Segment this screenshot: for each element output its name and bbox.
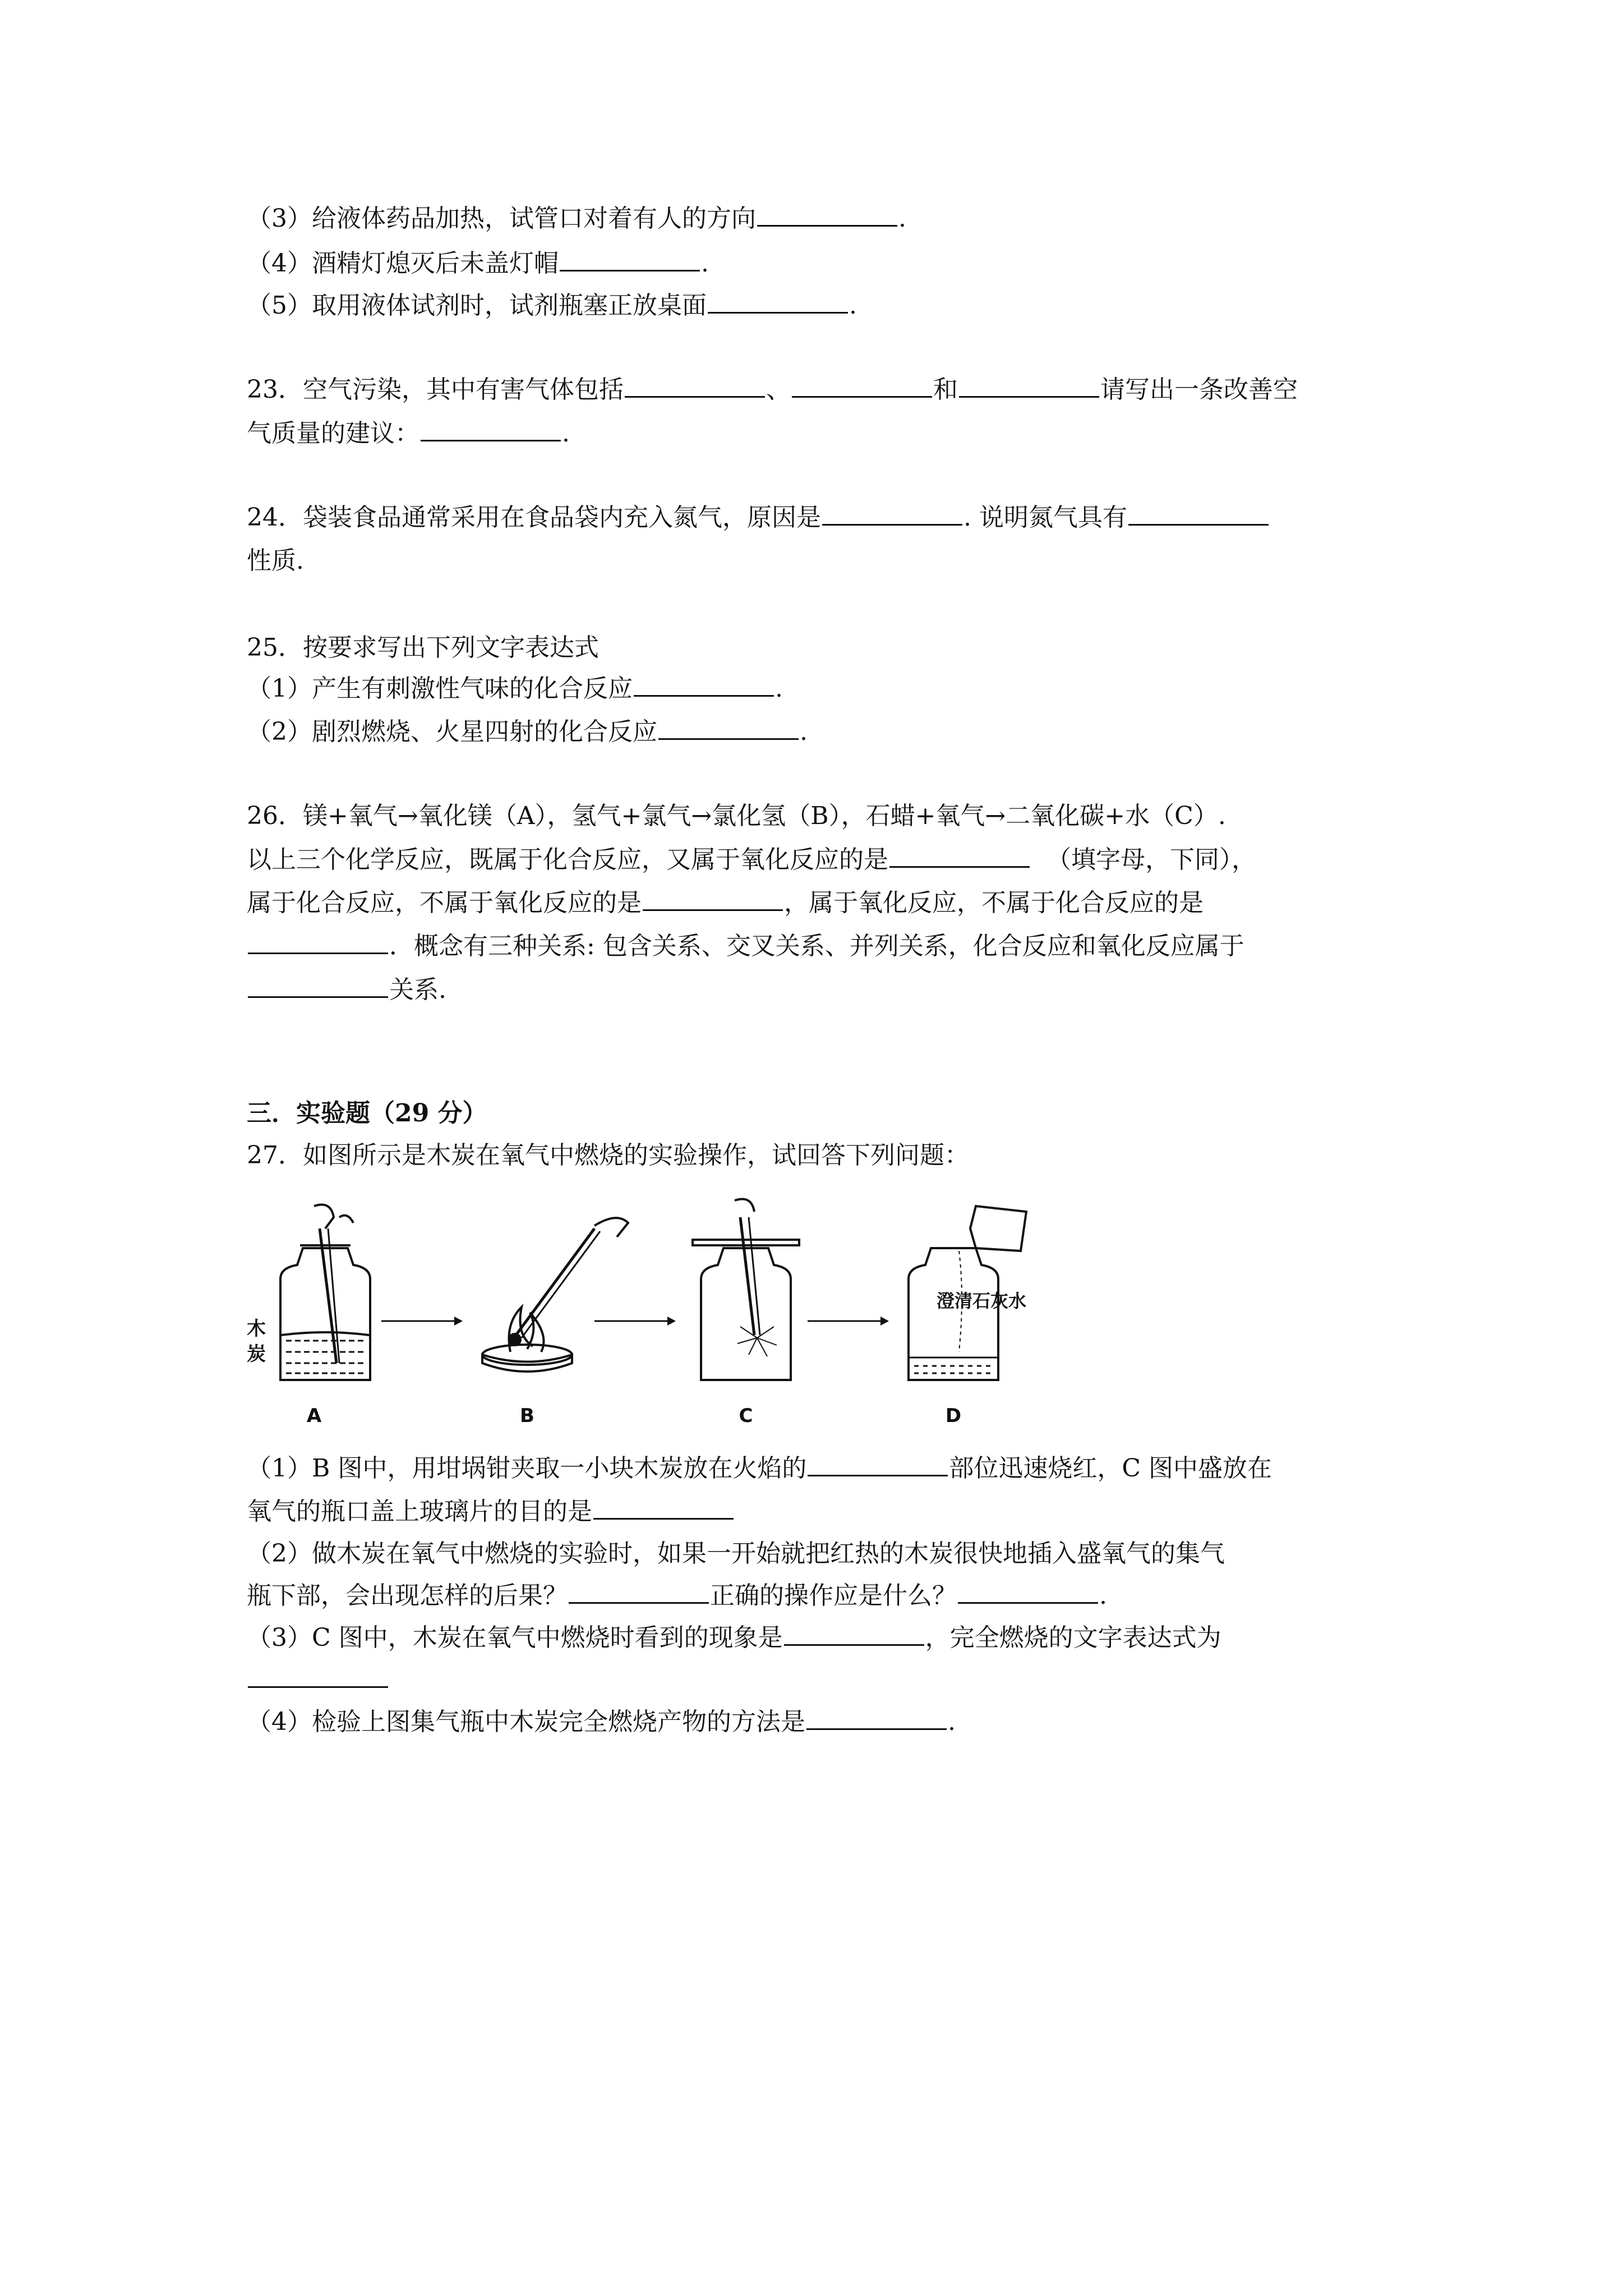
answer-blank[interactable]: [1128, 501, 1269, 526]
answer-blank[interactable]: [248, 1664, 388, 1688]
answer-blank[interactable]: [634, 673, 774, 697]
answer-blank[interactable]: [421, 417, 561, 441]
answer-blank[interactable]: [822, 501, 962, 526]
answer-blank[interactable]: [806, 1706, 947, 1730]
figure-c-jar: [693, 1199, 799, 1381]
figure-label-b: B: [520, 1405, 534, 1427]
charcoal-label-1: 木: [247, 1318, 266, 1340]
q27-part-2-line-2: 瓶下部，会出现怎样的后果？ 正确的操作应是什么？ .: [247, 1579, 1107, 1613]
q27-part-4: （4）检验上图集气瓶中木炭完全燃烧产物的方法是 .: [247, 1705, 956, 1739]
answer-blank[interactable]: [958, 1580, 1098, 1604]
answer-blank[interactable]: [708, 289, 848, 314]
answer-blank[interactable]: [792, 374, 932, 398]
q26-line-3: 属于化合反应，不属于氧化反应的是 ，属于氧化反应，不属于化合反应的是: [247, 886, 1204, 920]
arrow-c-d: [808, 1317, 889, 1326]
answer-blank[interactable]: [569, 1580, 709, 1604]
answer-blank[interactable]: [959, 374, 1099, 398]
q25-item-2: （2）剧烈燃烧、火星四射的化合反应 .: [247, 715, 808, 749]
charcoal-label-2: 炭: [247, 1343, 266, 1365]
answer-blank[interactable]: [808, 1452, 948, 1476]
answer-blank[interactable]: [784, 1622, 924, 1646]
q27-part-1-line-1: （1）B 图中，用坩埚钳夹取一小块木炭放在火焰的 部位迅速烧红，C 图中盛放在: [247, 1452, 1272, 1485]
answer-blank[interactable]: [248, 974, 388, 998]
q27-part-1-line-2: 氧气的瓶口盖上玻璃片的目的是: [247, 1495, 735, 1529]
experiment-figure: [236, 1195, 1088, 1430]
answer-blank[interactable]: [757, 203, 897, 227]
q23-line-2: 气质量的建议： .: [247, 417, 570, 450]
figure-label-c: C: [739, 1405, 753, 1427]
q27-part-2-line-1: （2）做木炭在氧气中燃烧的实验时，如果一开始就把红热的木炭很快地插入盛氧气的集气: [247, 1539, 1225, 1568]
q27-title: 27．如图所示是木炭在氧气中燃烧的实验操作，试回答下列问题：: [247, 1141, 969, 1170]
figure-b-lamp: [482, 1218, 628, 1372]
answer-blank[interactable]: [248, 930, 388, 954]
q22-item-5: （5）取用液体试剂时，试剂瓶塞正放桌面 .: [247, 289, 857, 323]
answer-blank[interactable]: [889, 844, 1030, 868]
q22-item-3: （3）给液体药品加热，试管口对着有人的方向 .: [247, 202, 906, 236]
answer-blank[interactable]: [658, 716, 799, 740]
figure-a-jar: [280, 1205, 370, 1381]
q27-part-3-line-1: （3）C 图中，木炭在氧气中燃烧时看到的现象是 ，完全燃烧的文字表达式为: [247, 1621, 1221, 1655]
q23-line-1: 23．空气污染，其中有害气体包括 、 和 请写出一条改善空: [247, 373, 1298, 407]
arrow-b-c: [594, 1317, 676, 1326]
answer-blank[interactable]: [593, 1496, 734, 1520]
q24-line-1: 24．袋装食品通常采用在食品袋内充入氮气，原因是 . 说明氮气具有: [247, 501, 1270, 535]
limewater-label: 澄清石灰水: [937, 1290, 1027, 1312]
figure-label-a: A: [306, 1405, 322, 1427]
q27-part-3-line-2: [247, 1663, 389, 1697]
answer-blank[interactable]: [643, 887, 783, 911]
q25-title: 25．按要求写出下列文字表达式: [247, 633, 599, 662]
q26-line-2: 以上三个化学反应，既属于化合反应，又属于氧化反应的是 （填字母，下同），: [247, 843, 1256, 877]
q25-item-1: （1）产生有刺激性气味的化合反应 .: [247, 672, 783, 706]
answer-blank[interactable]: [625, 374, 765, 398]
q26-line-4: ．概念有三种关系: 包含关系、交叉关系、并列关系，化合反应和氧化反应属于: [247, 930, 1244, 963]
section-3-title: 三．实验题（29 分）: [247, 1099, 487, 1128]
q24-line-2: 性质.: [247, 546, 304, 575]
q22-item-4: （4）酒精灯熄灭后未盖灯帽 .: [247, 247, 709, 280]
answer-blank[interactable]: [560, 247, 700, 272]
q26-line-5: 关系.: [247, 973, 446, 1007]
arrow-a-b: [381, 1317, 463, 1326]
figure-label-d: D: [945, 1405, 962, 1427]
q26-line-1: 26．镁+氧气→氧化镁（A），氢气+氯气→氯化氢（B），石蜡+氧气→二氧化碳+水（C）.: [247, 802, 1226, 830]
